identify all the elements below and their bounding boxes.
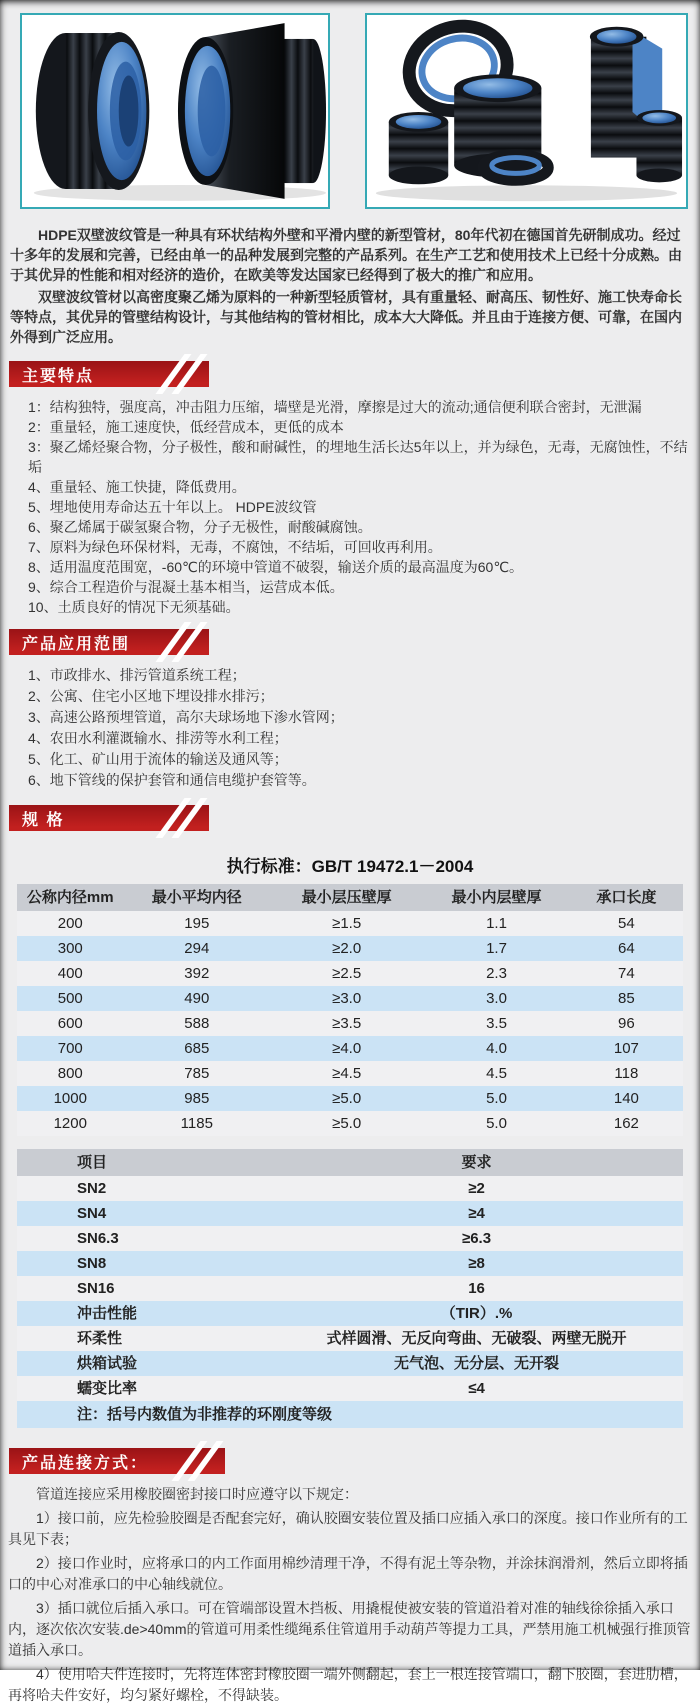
dimension-row [17,1111,683,1136]
dimension-row [17,911,683,936]
intro-paragraph-2: 双壁波纹管材以高密度聚乙烯为原料的一种新型轻质管材，具有重量轻、耐高压、韧性好、施工快寿命长等特点，其优异的管壁结构设计，与其他结构的管材相比，成本大大降低。并且由于连接方便、可靠，在国内外得到广泛应用。 [10,289,682,345]
product-photo-coupling [20,13,330,209]
banner-slashes-icon [161,354,193,394]
application-item: 2、公寓、住宅小区地下埋设排水排污； [28,688,274,704]
standard-caption: 执行标准：GB/T 19472.1－2004 [226,857,474,876]
table-cell: 588 [124,1011,271,1036]
table-cell: ≥2.5 [270,961,423,986]
table-cell: 85 [570,986,683,1011]
table-cell: 5.0 [423,1111,570,1136]
applications-list [28,665,690,791]
feature-item: 3：聚乙烯烃聚合物，分子极性，酸和耐碱性，的埋地生活长达5年以上，并为绿色，无毒，无腐蚀性，不结垢 [28,439,688,475]
column-header: 要求 [270,1149,683,1176]
table-cell: 64 [570,936,683,961]
spec-tables [17,843,683,1428]
feature-item: 4、重量轻、施工快捷，降低费用。 [28,479,246,495]
table-cell: SN6.3 [17,1226,270,1251]
table-cell: 294 [124,936,271,961]
property-row [17,1301,683,1326]
banner-slashes-icon [177,1441,209,1481]
table-cell: 96 [570,1011,683,1036]
table-cell: 蠕变比率 [17,1376,270,1401]
pipe-stack-illustration [367,15,686,207]
table-cell: ≥4 [270,1201,683,1226]
table-cell: 985 [124,1086,271,1111]
table-cell: 500 [17,986,124,1011]
table-cell: 800 [17,1061,124,1086]
section-title-features: 主要特点 [22,367,95,385]
feature-item: 6、聚乙烯属于碳氢聚合物，分子无极性，耐酸碱腐蚀。 [28,519,372,535]
column-header: 公称内径mm [17,884,124,911]
table-cell: ≥8 [270,1251,683,1276]
table-cell: 107 [570,1036,683,1061]
banner-slashes-icon [161,798,193,838]
table-cell: 1.7 [423,936,570,961]
intro-paragraph-1: HDPE双壁波纹管是一种具有环状结构外壁和平滑内壁的新型管材，80年代初在德国首先研制成功。经过十多年的发展和完善，已经由单一的品种发展到完整的产品系列。在生产工艺和使用技术上已经十分成熟。由于其优异的性能和相对经济的造价，在欧美等发达国家已经得到了极大的推广和应用。 [10,227,682,283]
property-row [17,1326,683,1351]
table-cell: ≥4.0 [270,1036,423,1061]
dimension-row [17,986,683,1011]
section-title-connection: 产品连接方式： [22,1454,149,1472]
pipe-coupling-illustration [22,15,328,207]
connection-step: 3）插口就位后插入承口。可在管端部设置木挡板、用撬棍使被安装的管道沿着对准的轴线徐徐插入承口内，逐次依次安装.de>40mm的管道可用柔性缆绳系住管道用手动葫芦等提力工具，严禁用施工机械强行推顶管道插入承口。 [8,1600,691,1658]
table-cell: 54 [570,911,683,936]
column-header: 最小平均内径 [124,884,271,911]
table-cell: 700 [17,1036,124,1061]
connection-intro: 管道连接应采用橡胶圈密封接口时应遵守以下规定： [36,1486,358,1502]
section-title-applications: 产品应用范围 [22,635,131,653]
dimension-row [17,1061,683,1086]
table-cell: 烘箱试验 [17,1351,270,1376]
dimension-table-header-row [17,884,683,911]
product-photo-pipes [365,13,688,209]
table-cell: 5.0 [423,1086,570,1111]
table-cell: SN2 [17,1176,270,1201]
table-cell: 3.5 [423,1011,570,1036]
section-header-features [9,361,209,387]
table-cell: 4.5 [423,1061,570,1086]
table-cell: 2.3 [423,961,570,986]
application-item: 4、农田水利灌溉输水、排涝等水利工程； [28,730,288,746]
section-header-specs [9,805,209,831]
table-cell: ≥1.5 [270,911,423,936]
feature-item: 2：重量轻，施工速度快，低经营成本，更低的成本 [28,419,344,435]
table-cell: 式样圆滑、无反向弯曲、无破裂、两壁无脱开 [270,1326,683,1351]
table-cell: ≥3.0 [270,986,423,1011]
table-cell: （TIR）.% [270,1301,683,1326]
table-cell: 环柔性 [17,1326,270,1351]
table-cell: SN16 [17,1276,270,1301]
section-header-connection [9,1448,225,1474]
intro-section [10,225,690,347]
application-item: 5、化工、矿山用于流体的输送及通风等； [28,751,288,767]
property-row [17,1276,683,1301]
table-cell: 392 [124,961,271,986]
column-header: 最小层压壁厚 [270,884,423,911]
banner-slashes-icon [161,622,193,662]
column-header: 项目 [17,1149,270,1176]
table-cell: ≥3.5 [270,1011,423,1036]
column-header: 最小内层壁厚 [423,884,570,911]
table-cell: 785 [124,1061,271,1086]
table-cell: 4.0 [423,1036,570,1061]
table-cell: 140 [570,1086,683,1111]
table-cell: 74 [570,961,683,986]
dimension-row [17,936,683,961]
section-title-specs: 规 格 [22,811,65,829]
property-row [17,1251,683,1276]
connection-steps [8,1508,692,1706]
table-cell: 200 [17,911,124,936]
hero-images [0,0,700,209]
connection-step: 1）接口前，应先检验胶圈是否配套完好，确认胶圈安装位置及插口应插入承口的深度。接口作业所有的工具见下表； [8,1510,688,1547]
table-cell: ≤4 [270,1376,683,1401]
application-item: 1、市政排水、排污管道系统工程； [28,667,246,683]
table-cell: 1200 [17,1111,124,1136]
property-row [17,1226,683,1251]
feature-item: 9、综合工程造价与混凝土基本相当，运营成本低。 [28,579,344,595]
table-cell: ≥2.0 [270,936,423,961]
table-cell: 1185 [124,1111,271,1136]
column-header: 承口长度 [570,884,683,911]
features-list [28,397,690,617]
dimension-row [17,1011,683,1036]
table-cell: SN4 [17,1201,270,1226]
dimension-table [17,884,683,1136]
table-cell: ≥4.5 [270,1061,423,1086]
feature-item: 7、原料为绿色环保材料，无毒，不腐蚀，不结垢，可回收再利用。 [28,539,442,555]
property-row [17,1176,683,1201]
property-row [17,1201,683,1226]
table-cell: SN8 [17,1251,270,1276]
connection-step: 2）接口作业时，应将承口的内工作面用棉纱清理干净，不得有泥土等杂物，并涂抹润滑剂，然后立即将插口的中心对准承口的中心轴线就位。 [8,1555,688,1592]
table-cell: 400 [17,961,124,986]
table-cell: 1000 [17,1086,124,1111]
connection-instructions [8,1484,692,1706]
dimension-row [17,961,683,986]
table-cell: ≥2 [270,1176,683,1201]
property-table-header-row [17,1149,683,1176]
table-cell: 685 [124,1036,271,1061]
application-item: 3、高速公路预埋管道，高尔夫球场地下渗水管网； [28,709,344,725]
table-cell: 1.1 [423,911,570,936]
table-cell: 162 [570,1111,683,1136]
table-cell: ≥5.0 [270,1111,423,1136]
table-cell: ≥6.3 [270,1226,683,1251]
property-table [17,1149,683,1401]
table-cell: ≥5.0 [270,1086,423,1111]
table-cell: 3.0 [423,986,570,1011]
feature-item: 5、埋地使用寿命达五十年以上。 HDPE波纹管 [28,499,317,515]
table-cell: 195 [124,911,271,936]
property-row [17,1351,683,1376]
feature-item: 8、适用温度范围宽，-60℃的环境中管道不破裂，输送介质的最高温度为60℃。 [28,559,524,575]
feature-item: 1：结构独特，强度高，冲击阻力压缩，墙壁是光滑，摩擦是过大的流动;通信便利联合密封，无泄漏 [28,399,642,415]
table-note: 注：括号内数值为非推荐的环刚度等级 [17,1401,683,1428]
table-cell: 16 [270,1276,683,1301]
dimension-row [17,1086,683,1111]
table-cell: 118 [570,1061,683,1086]
table-cell: 300 [17,936,124,961]
table-cell: 无气泡、无分层、无开裂 [270,1351,683,1376]
table-cell: 600 [17,1011,124,1036]
property-row [17,1376,683,1401]
section-header-applications [9,629,209,655]
table-cell: 490 [124,986,271,1011]
connection-step: 4）使用哈夫件连接时，先将连体密封橡胶圈一端外侧翻起，套上一根连接管端口，翻下胶圈，套进肋槽，再将哈夫件安好，均匀紧好螺栓，不得缺装。 [8,1666,688,1703]
feature-item: 10、土质良好的情况下无须基础。 [28,599,240,615]
application-item: 6、地下管线的保护套管和通信电缆护套管等。 [28,772,316,788]
dimension-row [17,1036,683,1061]
table-cell: 冲击性能 [17,1301,270,1326]
